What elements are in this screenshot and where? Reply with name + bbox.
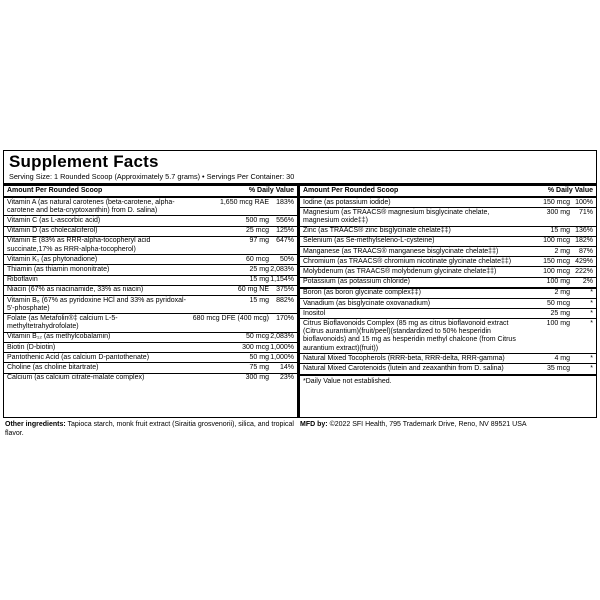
nutrient-row: [4, 216, 297, 226]
nutrient-row: [300, 267, 596, 277]
daily-value-footnote: *Daily Value not established.: [303, 377, 392, 385]
nutrient-amount: 100 mg: [546, 319, 570, 327]
nutrient-row: [4, 374, 297, 383]
nutrient-name: Vitamin D (as cholecalciferol): [7, 227, 98, 235]
nutrient-row: [4, 198, 297, 216]
nutrient-daily-value: 136%: [575, 227, 593, 235]
other-ingredients: [5, 420, 295, 438]
nutrient-name: Calcium (as calcium citrate-malate complex): [7, 374, 145, 382]
nutrient-daily-value: 2%: [582, 278, 593, 286]
nutrient-name: Folate (as Metafolin®‡ calcium L-5-methyltetrahydrofolate): [7, 314, 118, 331]
nutrient-amount: 25 mg: [249, 265, 269, 273]
nutrient-amount: 100 mg: [546, 278, 570, 286]
nutrient-daily-value: 647%: [276, 237, 294, 245]
nutrient-row: [300, 257, 596, 267]
left-column: [4, 186, 297, 417]
nutrient-row: [4, 353, 297, 363]
nutrient-amount: 1,650 mcg RAE: [219, 198, 269, 206]
nutrient-name: Magnesium (as TRAACS® magnesium bisglycinate chelate, magnesium oxide‡‡): [303, 208, 490, 224]
nutrient-daily-value: *: [590, 309, 593, 317]
nutrient-amount: 15 mg: [249, 296, 269, 304]
nutrient-daily-value: 2,083%: [270, 265, 294, 273]
nutrient-row: [4, 276, 297, 286]
nutrient-row: [4, 286, 297, 296]
nutrient-name: Iodine (as potassium iodide): [303, 198, 391, 206]
nutrient-name: Choline (as choline bitartrate): [7, 363, 99, 371]
nutrient-row: [300, 227, 596, 237]
nutrient-name: Vanadium (as bisglycinate oxovanadium): [303, 299, 431, 307]
nutrient-amount: 50 mcg: [547, 299, 570, 307]
nutrient-name: Boron (as boron glycinate complex‡‡): [303, 289, 421, 297]
nutrient-amount: 4 mg: [554, 354, 570, 362]
serving-info: Serving Size: 1 Rounded Scoop (Approximately 5.7 grams) • Servings Per Container: 30: [9, 172, 295, 181]
nutrient-row: [300, 299, 596, 309]
nutrient-daily-value: 222%: [575, 267, 593, 275]
nutrient-name: Manganese (as TRAACS® manganese bisglycinate chelate‡‡): [303, 247, 499, 255]
nutrient-amount: 2 mg: [554, 247, 570, 255]
nutrient-name: Biotin (D-biotin): [7, 343, 56, 351]
nutrient-daily-value: 170%: [276, 314, 294, 322]
nutrient-name: Pantothenic Acid (as calcium D-pantothenate): [7, 353, 150, 361]
nutrient-amount: 50 mcg: [246, 333, 269, 341]
nutrient-amount: 50 mg: [249, 353, 269, 361]
nutrient-daily-value: 183%: [276, 198, 294, 206]
amount-header: Amount Per Rounded Scoop: [303, 187, 399, 194]
nutrient-amount: 60 mg NE: [237, 286, 269, 294]
nutrient-amount: 97 mg: [249, 237, 269, 245]
nutrient-amount: 680 mcg DFE (400 mcg): [192, 314, 269, 322]
nutrient-daily-value: 50%: [279, 255, 294, 263]
other-ingredients-text: Tapioca starch, monk fruit extract (Siraitia grosvenorii), silica, and tropical flavor.: [5, 421, 294, 437]
nutrient-name: Thiamin (as thiamin mononitrate): [7, 265, 110, 273]
nutrient-daily-value: 182%: [575, 237, 593, 245]
nutrient-daily-value: *: [590, 289, 593, 297]
nutrient-name: Natural Mixed Carotenoids (lutein and zeaxanthin from D. salina): [303, 364, 504, 372]
nutrient-row: [300, 208, 596, 226]
nutrient-amount: 60 mcg: [246, 255, 269, 263]
nutrient-name: Zinc (as TRAACS® zinc bisglycinate chelate‡‡): [303, 227, 451, 235]
daily-value-header: % Daily Value: [248, 187, 294, 194]
nutrient-daily-value: 71%: [578, 208, 593, 216]
nutrient-row: [300, 289, 596, 299]
nutrient-daily-value: 429%: [575, 257, 593, 265]
nutrient-daily-value: 1,000%: [270, 343, 294, 351]
nutrient-daily-value: 125%: [276, 227, 294, 235]
nutrient-row: [4, 343, 297, 353]
right-column: [300, 186, 596, 417]
nutrient-amount: 300 mg: [245, 374, 269, 382]
nutrient-amount: 15 mg: [249, 276, 269, 284]
nutrient-row: [4, 227, 297, 237]
nutrient-row: [300, 364, 596, 375]
nutrient-name: Vitamin B₁₂ (as methylcobalamin): [7, 333, 111, 341]
left-column-header: [4, 186, 297, 198]
nutrient-amount: 300 mg: [546, 208, 570, 216]
nutrient-row: [4, 296, 297, 314]
nutrient-row: [300, 247, 596, 257]
nutrient-row: [4, 314, 297, 332]
nutrient-row: [300, 237, 596, 247]
nutrient-row: [300, 309, 596, 319]
nutrient-name: Inositol: [303, 309, 326, 317]
nutrient-daily-value: *: [590, 364, 593, 372]
nutrient-daily-value: 556%: [276, 216, 294, 224]
nutrient-row: [300, 354, 596, 364]
nutrient-row: [300, 319, 596, 354]
nutrient-daily-value: 100%: [575, 198, 593, 206]
right-column-header: [300, 186, 596, 198]
nutrient-name: Natural Mixed Tocopherols (RRR-beta, RRR-delta, RRR-gamma): [303, 354, 505, 362]
supplement-facts-panel: [3, 150, 597, 418]
right-nutrient-list: [300, 198, 596, 387]
other-ingredients-label: Other ingredients:: [5, 421, 66, 428]
nutrient-row: [4, 333, 297, 343]
nutrient-daily-value: 14%: [279, 363, 294, 371]
nutrient-daily-value: 2,083%: [270, 333, 294, 341]
facts-columns: [4, 186, 596, 417]
nutrient-amount: 100 mcg: [543, 237, 570, 245]
nutrient-amount: 150 mcg: [543, 198, 570, 206]
nutrient-name: Vitamin A (as natural carotenes (beta-carotene, alpha-carotene and beta-cryptoxanthin) from D. salina): [7, 198, 175, 214]
nutrient-amount: 500 mg: [245, 216, 269, 224]
nutrient-name: Vitamin C (as L-ascorbic acid): [7, 216, 101, 224]
nutrient-row: [4, 265, 297, 275]
nutrient-daily-value: 1,000%: [270, 353, 294, 361]
nutrient-name: Vitamin B₆ (67% as pyridoxine HCl and 33% as pyridoxal-5'-phosphate): [7, 296, 186, 312]
nutrient-daily-value: *: [590, 299, 593, 307]
manufacturer-text: ©2022 SFI Health, 795 Trademark Drive, Reno, NV 89521 USA: [329, 421, 527, 428]
nutrient-daily-value: 375%: [276, 286, 294, 294]
nutrient-name: Riboflavin: [7, 276, 38, 284]
nutrient-daily-value: 87%: [578, 247, 593, 255]
nutrient-amount: 2 mg: [554, 289, 570, 297]
nutrient-daily-value: *: [590, 319, 593, 327]
nutrient-name: Niacin (67% as niacinamide, 33% as niacin): [7, 286, 144, 294]
manufacturer-info: [300, 420, 596, 429]
nutrient-row: [300, 198, 596, 208]
nutrient-daily-value: 1,154%: [270, 276, 294, 284]
nutrient-amount: 15 mg: [550, 227, 570, 235]
nutrient-daily-value: *: [590, 354, 593, 362]
nutrient-row: [4, 255, 297, 265]
nutrient-daily-value: 23%: [279, 374, 294, 382]
nutrient-name: Vitamin K₁ (as phytonadione): [7, 255, 98, 263]
daily-value-header: % Daily Value: [547, 187, 593, 194]
nutrient-amount: 75 mg: [249, 363, 269, 371]
amount-header: Amount Per Rounded Scoop: [7, 187, 103, 194]
nutrient-name: Citrus Bioflavonoids Complex (85 mg as citrus bioflavonoid extract (Citrus aurantium)(fruit/peel)(standardized to 50% hesperidin bioflavonoids) and 15 mg as hesperidin methyl chalcone (from Citrus aurantium extract)(fruit)): [303, 319, 516, 352]
panel-title: Supplement Facts: [9, 152, 159, 171]
nutrient-row: [4, 363, 297, 373]
nutrient-amount: 25 mcg: [246, 227, 269, 235]
manufacturer-label: MFD by:: [300, 421, 328, 428]
nutrient-name: Vitamin E (83% as RRR-alpha-tocopheryl acid succinate,17% as RRR-alpha-tocopherol): [7, 237, 151, 253]
nutrient-amount: 100 mcg: [543, 267, 570, 275]
left-nutrient-list: [4, 198, 297, 383]
nutrient-name: Selenium (as Se-methylseleno-L-cysteine): [303, 237, 435, 245]
nutrient-row: [300, 278, 596, 289]
nutrient-daily-value: 882%: [276, 296, 294, 304]
nutrient-amount: 25 mg: [550, 309, 570, 317]
nutrient-amount: 35 mcg: [547, 364, 570, 372]
nutrient-amount: 150 mcg: [543, 257, 570, 265]
nutrient-name: Chromium (as TRAACS® chromium nicotinate glycinate chelate‡‡): [303, 257, 512, 265]
nutrient-name: Potassium (as potassium chloride): [303, 278, 410, 286]
nutrient-name: Molybdenum (as TRAACS® molybdenum glycinate chelate‡‡): [303, 267, 497, 275]
nutrient-row: [4, 237, 297, 255]
nutrient-amount: 300 mcg: [242, 343, 269, 351]
